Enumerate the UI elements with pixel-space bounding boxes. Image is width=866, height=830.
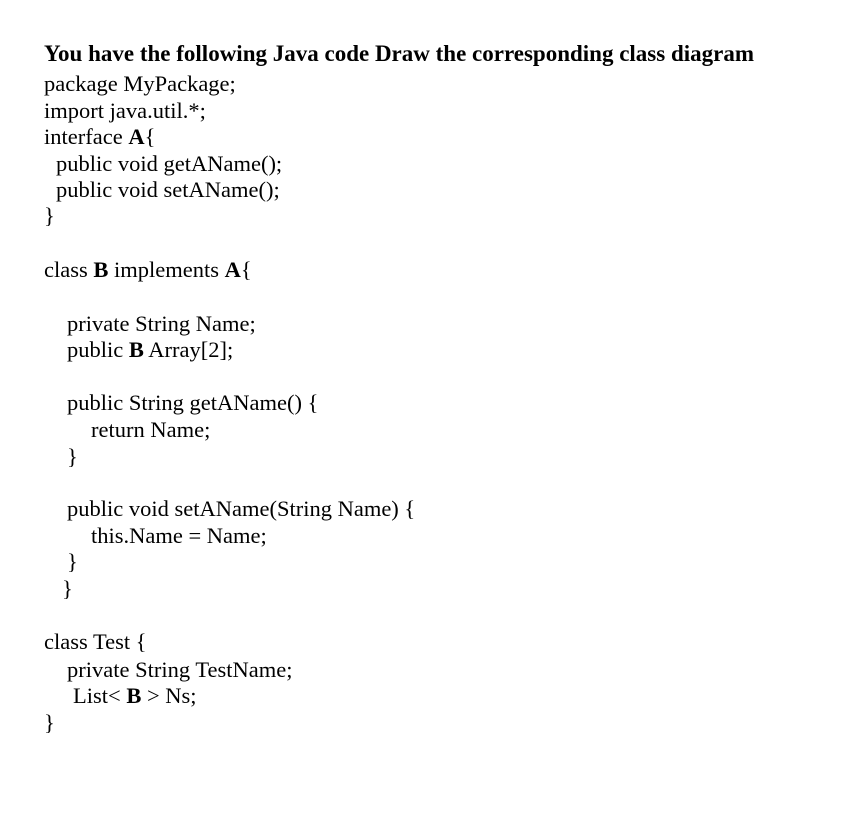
get-method-close-brace: } xyxy=(67,444,78,469)
question-heading: You have the following Java code Draw the corresponding class diagram xyxy=(44,41,755,66)
class-b-field-name: private String Name; xyxy=(67,311,256,336)
class-b-close-brace: } xyxy=(62,576,73,601)
interface-a-header xyxy=(44,123,155,150)
import-line: import java.util.*; xyxy=(44,98,206,123)
interface-method-get: public void getAName(); xyxy=(56,151,283,176)
package-line: package MyPackage; xyxy=(44,71,236,96)
array-field-type: B xyxy=(128,337,144,362)
class-keyword: class xyxy=(44,257,94,282)
get-method-body: return Name; xyxy=(91,417,211,442)
class-test-close-brace: } xyxy=(44,710,55,735)
class-b-name: B xyxy=(93,257,109,282)
set-method-close-brace: } xyxy=(67,549,78,574)
class-test-header: class Test { xyxy=(44,629,147,654)
set-method-body: this.Name = Name; xyxy=(91,523,267,548)
array-field-suffix: Array[2]; xyxy=(143,337,234,362)
list-field-type: B xyxy=(126,683,142,708)
interface-keyword: interface xyxy=(44,124,129,149)
list-field-prefix: List< xyxy=(73,683,127,708)
interface-open-brace: { xyxy=(144,124,156,149)
interface-method-set: public void setAName(); xyxy=(56,177,280,202)
class-test-list-field xyxy=(73,682,197,709)
interface-close-brace: } xyxy=(44,203,55,228)
class-b-field-array xyxy=(67,336,233,363)
class-test-field-name: private String TestName; xyxy=(67,657,293,682)
array-field-prefix: public xyxy=(67,337,129,362)
implemented-interface-name: A xyxy=(224,257,241,282)
list-field-suffix: > Ns; xyxy=(141,683,197,708)
get-method-signature: public String getAName() { xyxy=(67,390,319,415)
class-b-open-brace: { xyxy=(240,257,252,282)
set-method-signature: public void setAName(String Name) { xyxy=(67,496,416,521)
interface-name: A xyxy=(128,124,145,149)
implements-keyword: implements xyxy=(108,257,225,282)
class-b-header xyxy=(44,256,252,283)
